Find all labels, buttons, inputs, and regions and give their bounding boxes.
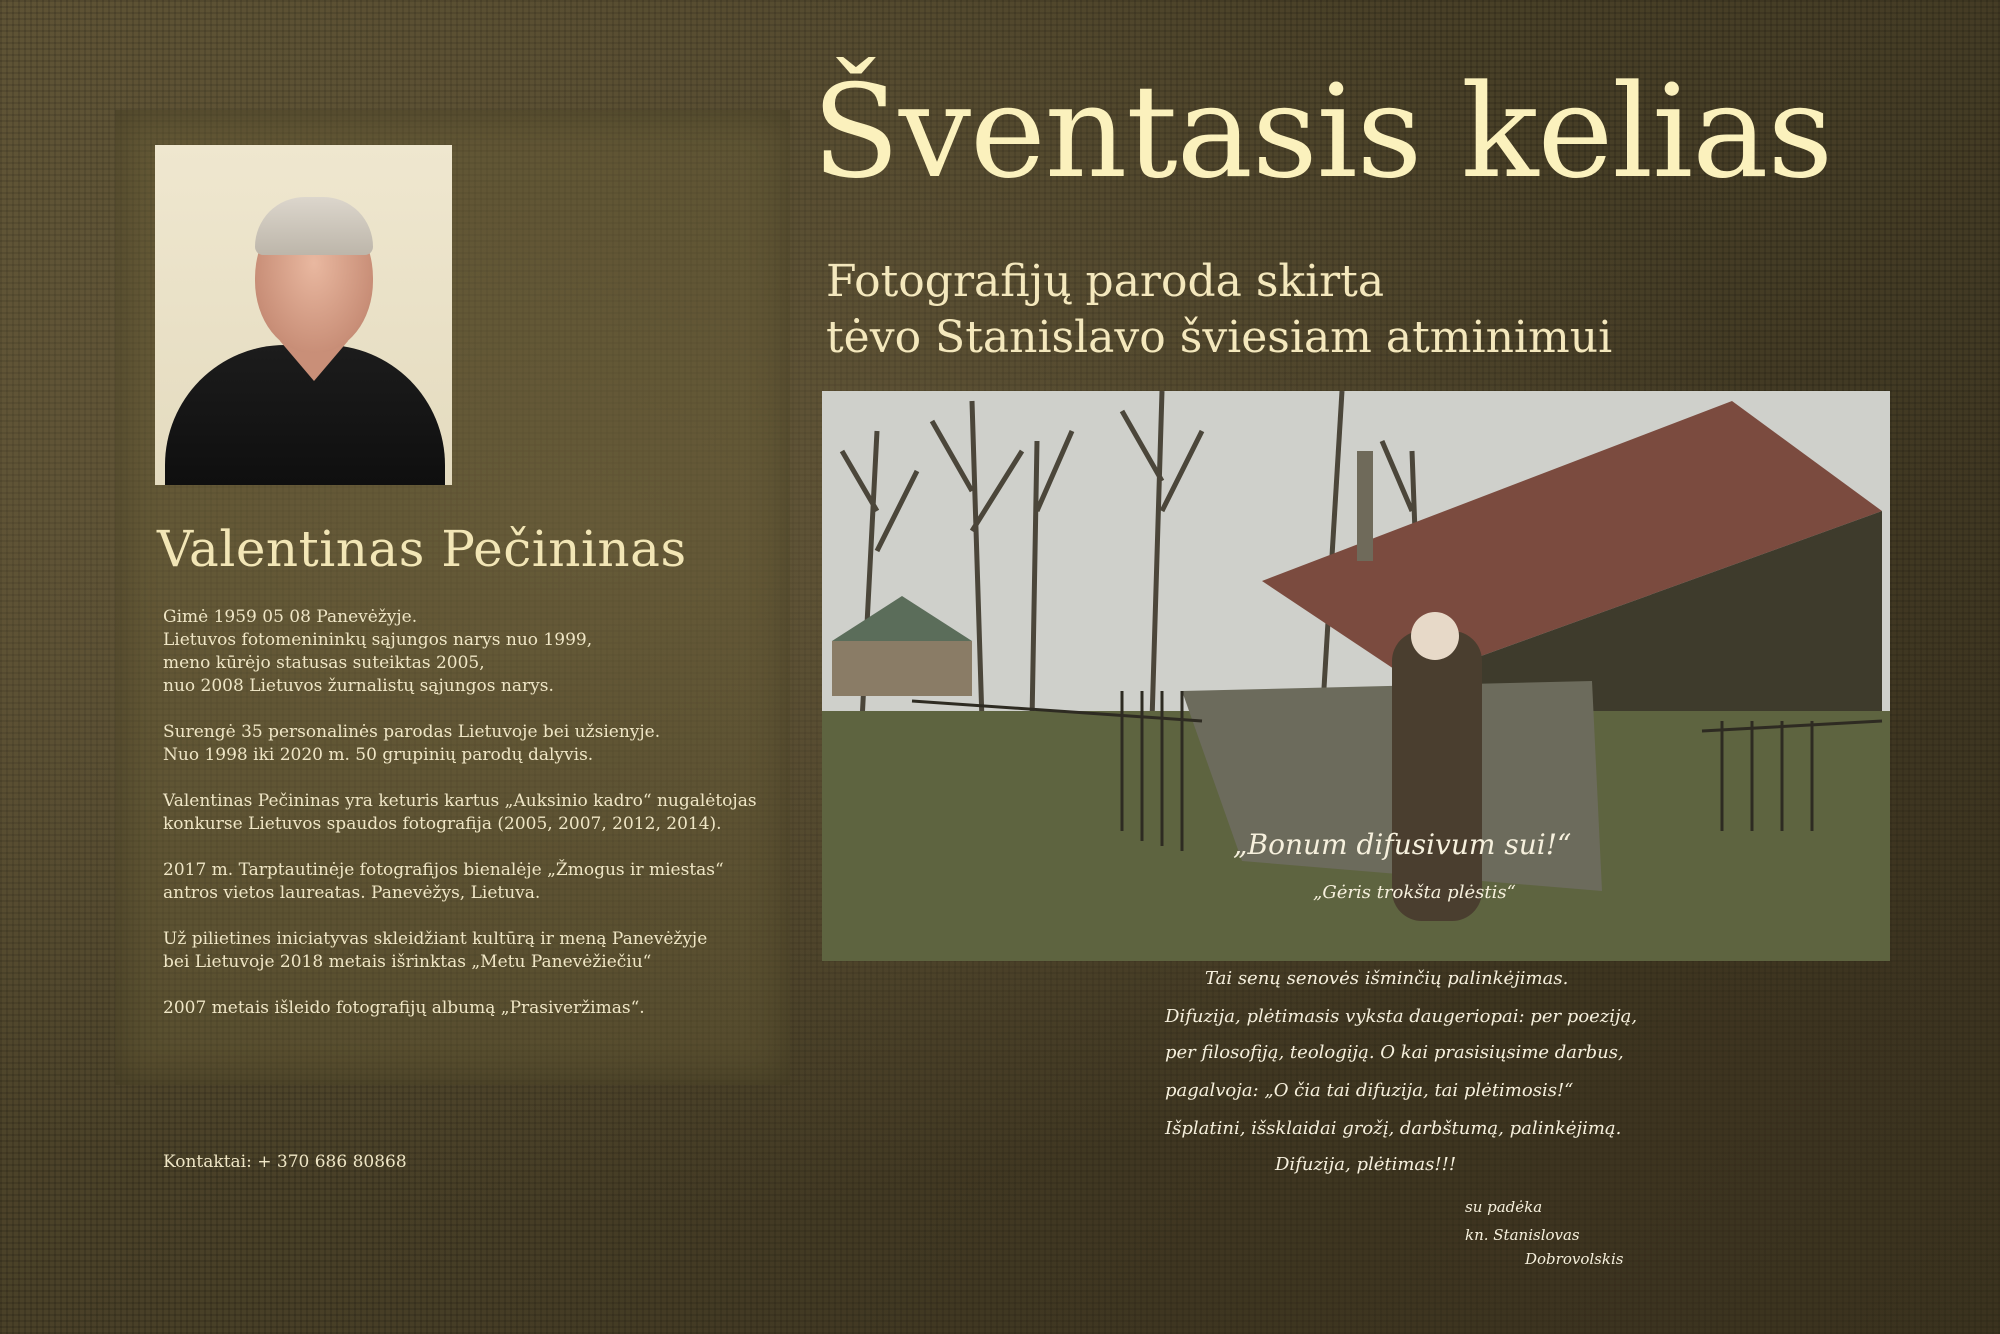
bio-line: antros vietos laureatas. Panevėžys, Lietuva. (163, 883, 541, 903)
artist-portrait (155, 145, 452, 485)
subtitle-line: Fotografijų paroda skirta (826, 256, 1385, 307)
handwritten-dedication (1165, 820, 1685, 1290)
house-wall (832, 641, 972, 696)
bio-paragraph (163, 859, 783, 905)
portrait-hair (255, 197, 373, 255)
handwriting-line: „Gėris trokšta plėstis“ (1313, 882, 1516, 903)
artist-name: Valentinas Pečininas (157, 520, 687, 578)
bio-paragraph (163, 790, 783, 836)
handwriting-line: „Bonum difusivum sui!“ (1233, 828, 1572, 861)
artist-bio (163, 606, 783, 1043)
bio-line: meno kūrėjo statusas suteiktas 2005, (163, 653, 485, 673)
priest-head (1411, 612, 1459, 660)
bio-line: nuo 2008 Lietuvos žurnalistų sąjungos narys. (163, 676, 554, 696)
bio-line: konkurse Lietuvos spaudos fotografija (2005, 2007, 2012, 2014). (163, 814, 722, 834)
church-tower (1357, 451, 1373, 561)
bio-line: Lietuvos fotomenininkų sąjungos narys nuo 1999, (163, 630, 593, 650)
bio-line: Gimė 1959 05 08 Panevėžyje. (163, 607, 418, 627)
bio-line: bei Lietuvoje 2018 metais išrinktas „Metu Panevėžiečiu“ (163, 952, 652, 972)
bio-line: Nuo 1998 iki 2020 m. 50 grupinių parodų dalyvis. (163, 745, 594, 765)
exhibition-title: Šventasis kelias (812, 58, 1833, 207)
bio-line: 2017 m. Tarptautinėje fotografijos bienalėje „Žmogus ir miestas“ (163, 860, 724, 880)
bio-line: Valentinas Pečininas yra keturis kartus „Auksinio kadro“ nugalėtojas (163, 791, 757, 811)
bio-line: 2007 metais išleido fotografijų albumą „Prasiveržimas“. (163, 998, 645, 1018)
bio-line: Surengė 35 personalinės parodas Lietuvoje bei užsienyje. (163, 722, 661, 742)
bio-paragraph (163, 606, 783, 698)
exhibition-subtitle (826, 254, 1612, 366)
handwriting-line: kn. Stanislovas (1465, 1226, 1580, 1244)
bio-paragraph (163, 928, 783, 974)
bio-line: Už pilietines iniciatyvas skleidžiant kultūrą ir meną Panevėžyje (163, 929, 708, 949)
handwriting-line: pagalvoja: „O čia tai difuzija, tai plėtimosis!“ (1165, 1080, 1574, 1101)
bio-paragraph (163, 997, 783, 1020)
subtitle-line: tėvo Stanislavo šviesiam atminimui (826, 312, 1613, 363)
contact-info: Kontaktai: + 370 686 80868 (163, 1152, 407, 1172)
handwriting-line: Difuzija, plėtimasis vyksta daugeriopai: per poeziją, (1165, 1006, 1638, 1027)
handwriting-line: per filosofiją, teologiją. O kai prasisiųsime darbus, (1165, 1042, 1624, 1063)
handwriting-line: Dobrovolskis (1525, 1250, 1624, 1268)
handwriting-line: su padėka (1465, 1198, 1543, 1216)
handwriting-line: Išplatini, išsklaidai grožį, darbštumą, palinkėjimą. (1165, 1118, 1622, 1139)
bio-paragraph (163, 721, 783, 767)
handwriting-line: Difuzija, plėtimas!!! (1275, 1154, 1457, 1175)
handwriting-line: Tai senų senovės išminčių palinkėjimas. (1205, 968, 1569, 989)
